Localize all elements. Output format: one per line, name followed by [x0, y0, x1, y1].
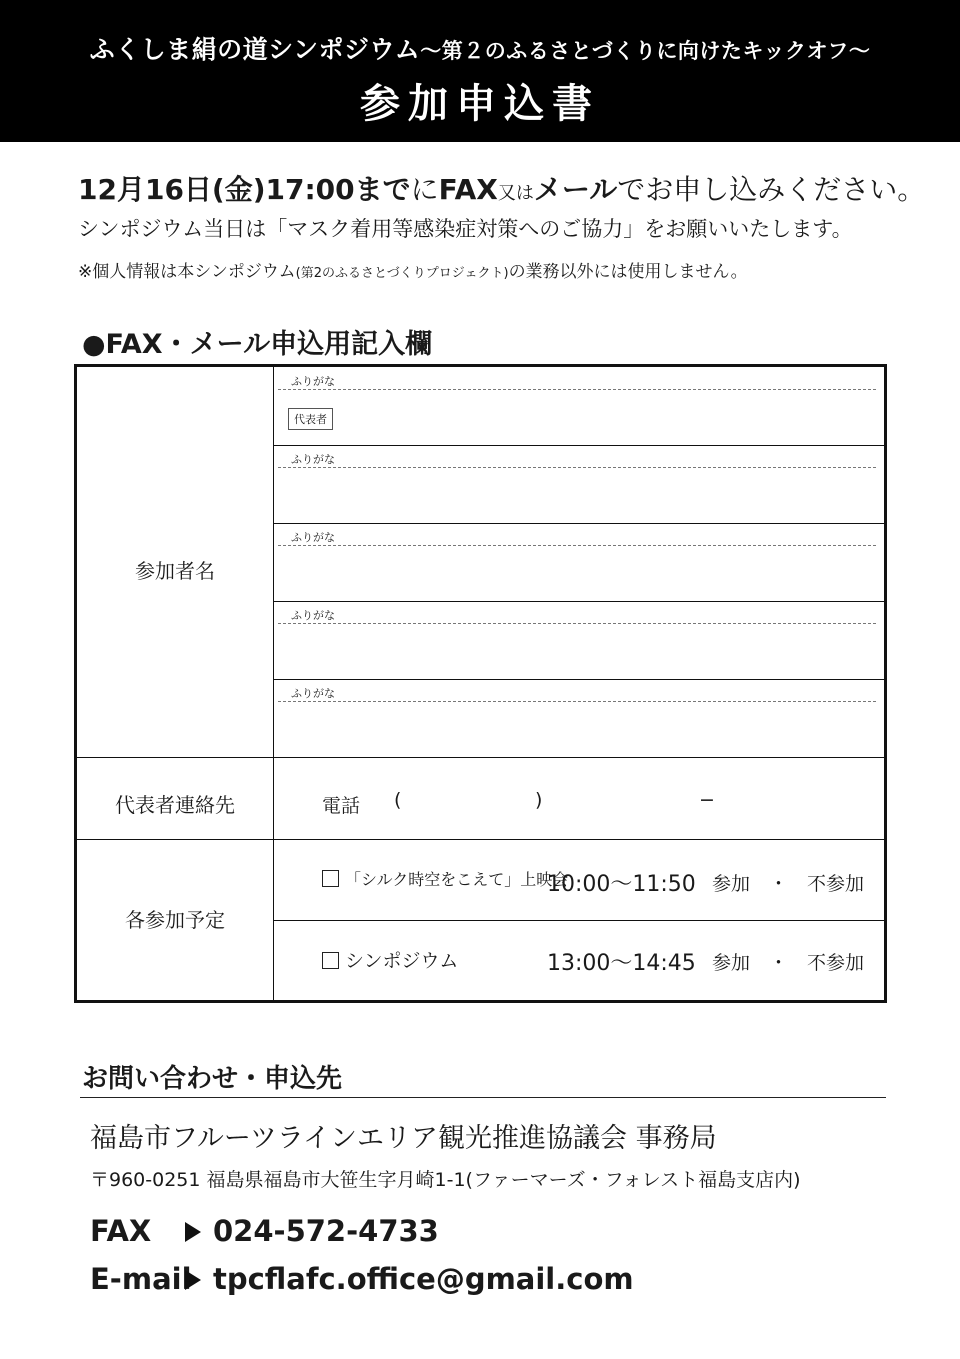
- header-banner: [0, 0, 960, 142]
- event-time-1: 10:00〜11:50: [547, 872, 696, 897]
- furigana-label: ふりがな: [291, 531, 335, 544]
- event-options-1[interactable]: 参加 ・ 不参加: [712, 873, 865, 895]
- lead-mail: メール: [533, 173, 618, 206]
- participant-name-field-4[interactable]: [277, 624, 877, 679]
- schedule-label: 各参加予定: [125, 908, 225, 932]
- row-line: [274, 601, 884, 602]
- row-line: [77, 757, 884, 758]
- event-subtitle: [0, 30, 960, 66]
- contact-title: お問い合わせ・申込先: [82, 1064, 343, 1094]
- row-line: [274, 679, 884, 680]
- row-line: [274, 920, 884, 921]
- row-line: [77, 839, 884, 840]
- participants-label: 参加者名: [135, 559, 215, 583]
- email-line: [90, 1262, 634, 1296]
- deadline-instruction: [78, 168, 925, 208]
- subtitle-sub: 〜第２のふるさとづくりに向けたキックオフ〜: [420, 39, 871, 63]
- event-checkbox-2[interactable]: [322, 952, 339, 969]
- participant-name-field-1[interactable]: [277, 390, 877, 445]
- event-row-2: [322, 946, 458, 973]
- row-line: [274, 445, 884, 446]
- furigana-label: ふりがな: [291, 609, 335, 622]
- privacy-b: (第2のふるさとづくりプロジェクト): [295, 266, 509, 281]
- email-address[interactable]: tpcflafc.office@gmail.com: [213, 1262, 634, 1296]
- page-title: 参加申込書: [360, 81, 600, 127]
- phone-open-paren: (: [394, 789, 402, 811]
- phone-label: 電話: [322, 795, 361, 817]
- representative-tag: 代表者: [288, 408, 333, 430]
- deadline: 12月16日(金)17:00まで: [78, 173, 411, 206]
- privacy-note: [78, 257, 748, 282]
- email-label: E-mail: [90, 1262, 192, 1296]
- participant-name-field-3[interactable]: [277, 546, 877, 601]
- lead-fax: FAX: [438, 173, 498, 206]
- event-name-2: シンポジウム: [345, 950, 459, 972]
- event-checkbox-1[interactable]: [322, 870, 339, 887]
- event-options-2[interactable]: 参加 ・ 不参加: [712, 952, 865, 974]
- furigana-label: ふりがな: [291, 687, 335, 700]
- event-name-1: 「シルク時空をこえて」上映会: [345, 870, 569, 889]
- furigana-label: ふりがな: [291, 375, 335, 388]
- contact-label: 代表者連絡先: [115, 793, 235, 817]
- participant-name-field-2[interactable]: [277, 468, 877, 523]
- postal-address: 〒960-0251 福島県福島市大笹生字月崎1-1(ファーマーズ・フォレスト福島支店内): [90, 1169, 801, 1191]
- arrow-right-icon: [185, 1222, 201, 1242]
- row-line: [274, 523, 884, 524]
- form-section-title: ●FAX・メール申込用記入欄: [82, 329, 433, 360]
- arrow-right-icon: [185, 1270, 201, 1290]
- lead-or: 又は: [497, 183, 534, 204]
- mask-note: シンポジウム当日は「マスク着用等感染症対策へのご協力」をお願いいたします。: [78, 217, 853, 241]
- phone-field[interactable]: [407, 765, 877, 831]
- furigana-label: ふりがな: [291, 453, 335, 466]
- event-row-1: [322, 867, 568, 890]
- fax-line: [90, 1214, 439, 1248]
- lead-rest: でお申し込みください。: [617, 173, 926, 206]
- fax-label: FAX: [90, 1214, 152, 1248]
- event-time-2: 13:00〜14:45: [547, 951, 696, 976]
- privacy-c: の業務以外には使用しません。: [508, 262, 748, 282]
- form-divider: [273, 367, 274, 1000]
- phone-close-paren: ): [535, 789, 543, 811]
- participant-name-field-5[interactable]: [277, 702, 877, 757]
- fax-number: 024-572-4733: [213, 1214, 439, 1248]
- lead-ni: に: [410, 173, 439, 206]
- phone-dash: −: [699, 789, 715, 811]
- privacy-a: ※個人情報は本シンポジウム: [78, 262, 296, 282]
- application-form: [74, 364, 887, 1003]
- contact-divider: [80, 1097, 886, 1098]
- organization-name: 福島市フルーツラインエリア観光推進協議会 事務局: [90, 1123, 717, 1154]
- subtitle-main: ふくしま絹の道シンポジウム: [89, 35, 421, 64]
